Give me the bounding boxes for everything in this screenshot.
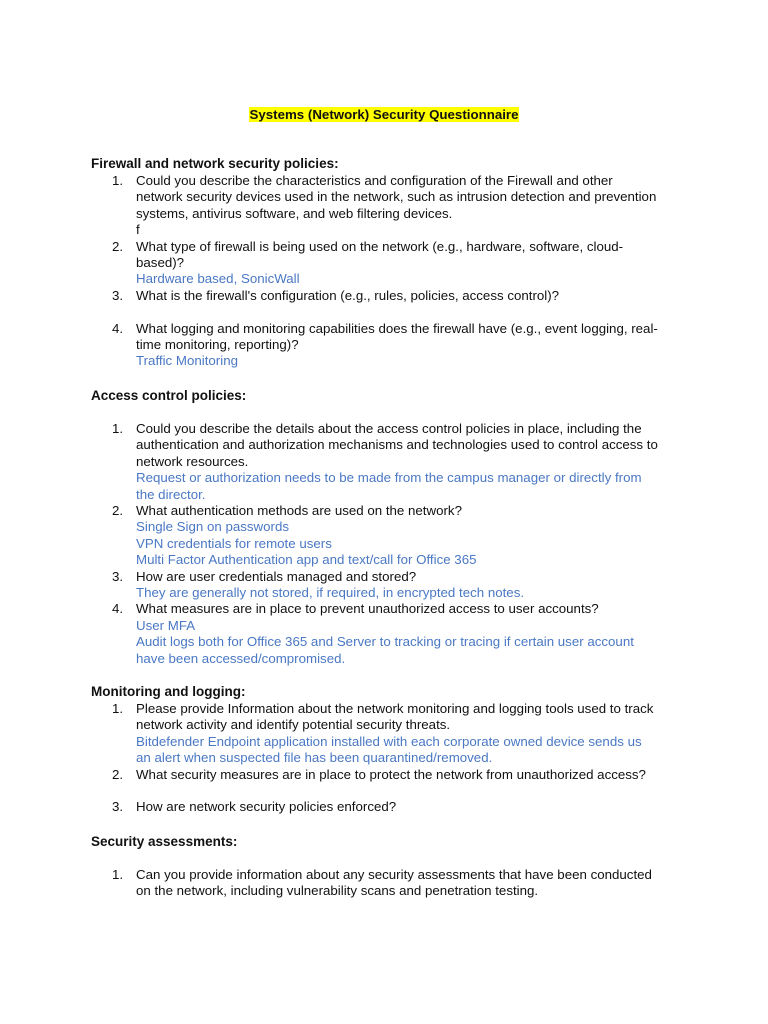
answer-line: VPN credentials for remote users [136,535,332,551]
section-heading-access-control: Access control policies: [91,388,247,403]
question-line: Could you describe the characteristics and configuration of the Firewall and other [136,173,613,188]
question-item [91,767,691,800]
question-line: What type of firewall is being used on the network (e.g., hardware, software, cloud- [136,238,624,254]
question-line: How are network security policies enforced? [136,799,397,815]
question-line: How are user credentials managed and stored? [136,568,417,584]
answer-line: They are generally not stored, if required, in encrypted tech notes. [136,585,525,601]
question-line: What is the firewall's configuration (e.g., rules, policies, access control)? [136,287,560,303]
question-line: f [136,222,140,238]
question-number: 3. [112,568,124,584]
question-list-monitoring [91,701,691,816]
question-list-assessments [91,867,691,900]
question-item [91,867,691,900]
answer-line: Multi Factor Authentication app and text/call for Office 365 [136,552,477,568]
answer-line: Request or authorization needs to be made from the campus manager or directly from [136,470,642,486]
question-number: 1. [112,173,124,188]
page-title [0,107,768,122]
question-item [91,701,691,767]
section-heading-firewall: Firewall and network security policies: [91,156,339,171]
answer-line: Hardware based, SonicWall [136,271,300,287]
answer-line: have been accessed/compromised. [136,650,346,666]
question-number: 4. [112,601,124,617]
question-line: network activity and identify potential security threats. [136,717,451,733]
question-line: What measures are in place to prevent unauthorized access to user accounts? [136,601,599,617]
question-number: 4. [112,320,124,336]
title-highlight: Systems (Network) Security Questionnaire [249,107,519,122]
question-line: authentication and authorization mechanisms and technologies used to control access to [136,437,658,453]
question-item [91,601,691,667]
question-line: What authentication methods are used on the network? [136,503,462,519]
answer-line: Audit logs both for Office 365 and Server to tracking or tracing if certain user account [136,634,634,650]
question-number: 1. [112,701,124,716]
answer-line: an alert when suspected file has been quarantined/removed. [136,750,493,766]
question-line: time monitoring, reporting)? [136,337,299,353]
question-item [91,321,691,370]
question-item [91,569,691,602]
question-number: 3. [112,799,124,815]
question-line: systems, antivirus software, and web filtering devices. [136,205,453,221]
question-item [91,799,691,815]
question-line: network security devices used in the network, such as intrusion detection and prevention [136,189,657,205]
section-heading-assessments: Security assessments: [91,834,238,849]
question-line: Could you describe the details about the access control policies in place, including the [136,421,642,436]
blank-answer-space [136,783,691,799]
question-line: Can you provide information about any security assessments that have been conducted [136,867,652,882]
question-number: 2. [112,238,124,254]
question-item [91,239,691,288]
blank-answer-space [136,304,691,320]
question-line: based)? [136,255,185,271]
question-number: 2. [112,503,124,519]
question-line: What logging and monitoring capabilities does the firewall have (e.g., event logging, real- [136,320,658,336]
question-list-firewall [91,173,691,370]
answer-line: the director. [136,486,206,502]
question-line: network resources. [136,453,249,469]
answer-line: User MFA [136,617,196,633]
answer-line: Bitdefender Endpoint application installed with each corporate owned device sends us [136,733,642,749]
question-item [91,288,691,321]
answer-line: Traffic Monitoring [136,353,238,369]
question-number: 2. [112,766,124,782]
question-item [91,421,691,503]
question-line: What security measures are in place to protect the network from unauthorized access? [136,766,646,782]
question-line: on the network, including vulnerability scans and penetration testing. [136,883,539,899]
answer-line: Single Sign on passwords [136,519,290,535]
question-list-access-control [91,421,691,667]
question-number: 1. [112,421,124,436]
question-number: 3. [112,287,124,303]
section-heading-monitoring: Monitoring and logging: [91,684,246,699]
question-item [91,503,691,569]
question-number: 1. [112,867,124,882]
question-line: Please provide Information about the network monitoring and logging tools used to track [136,701,654,716]
question-item [91,173,691,239]
